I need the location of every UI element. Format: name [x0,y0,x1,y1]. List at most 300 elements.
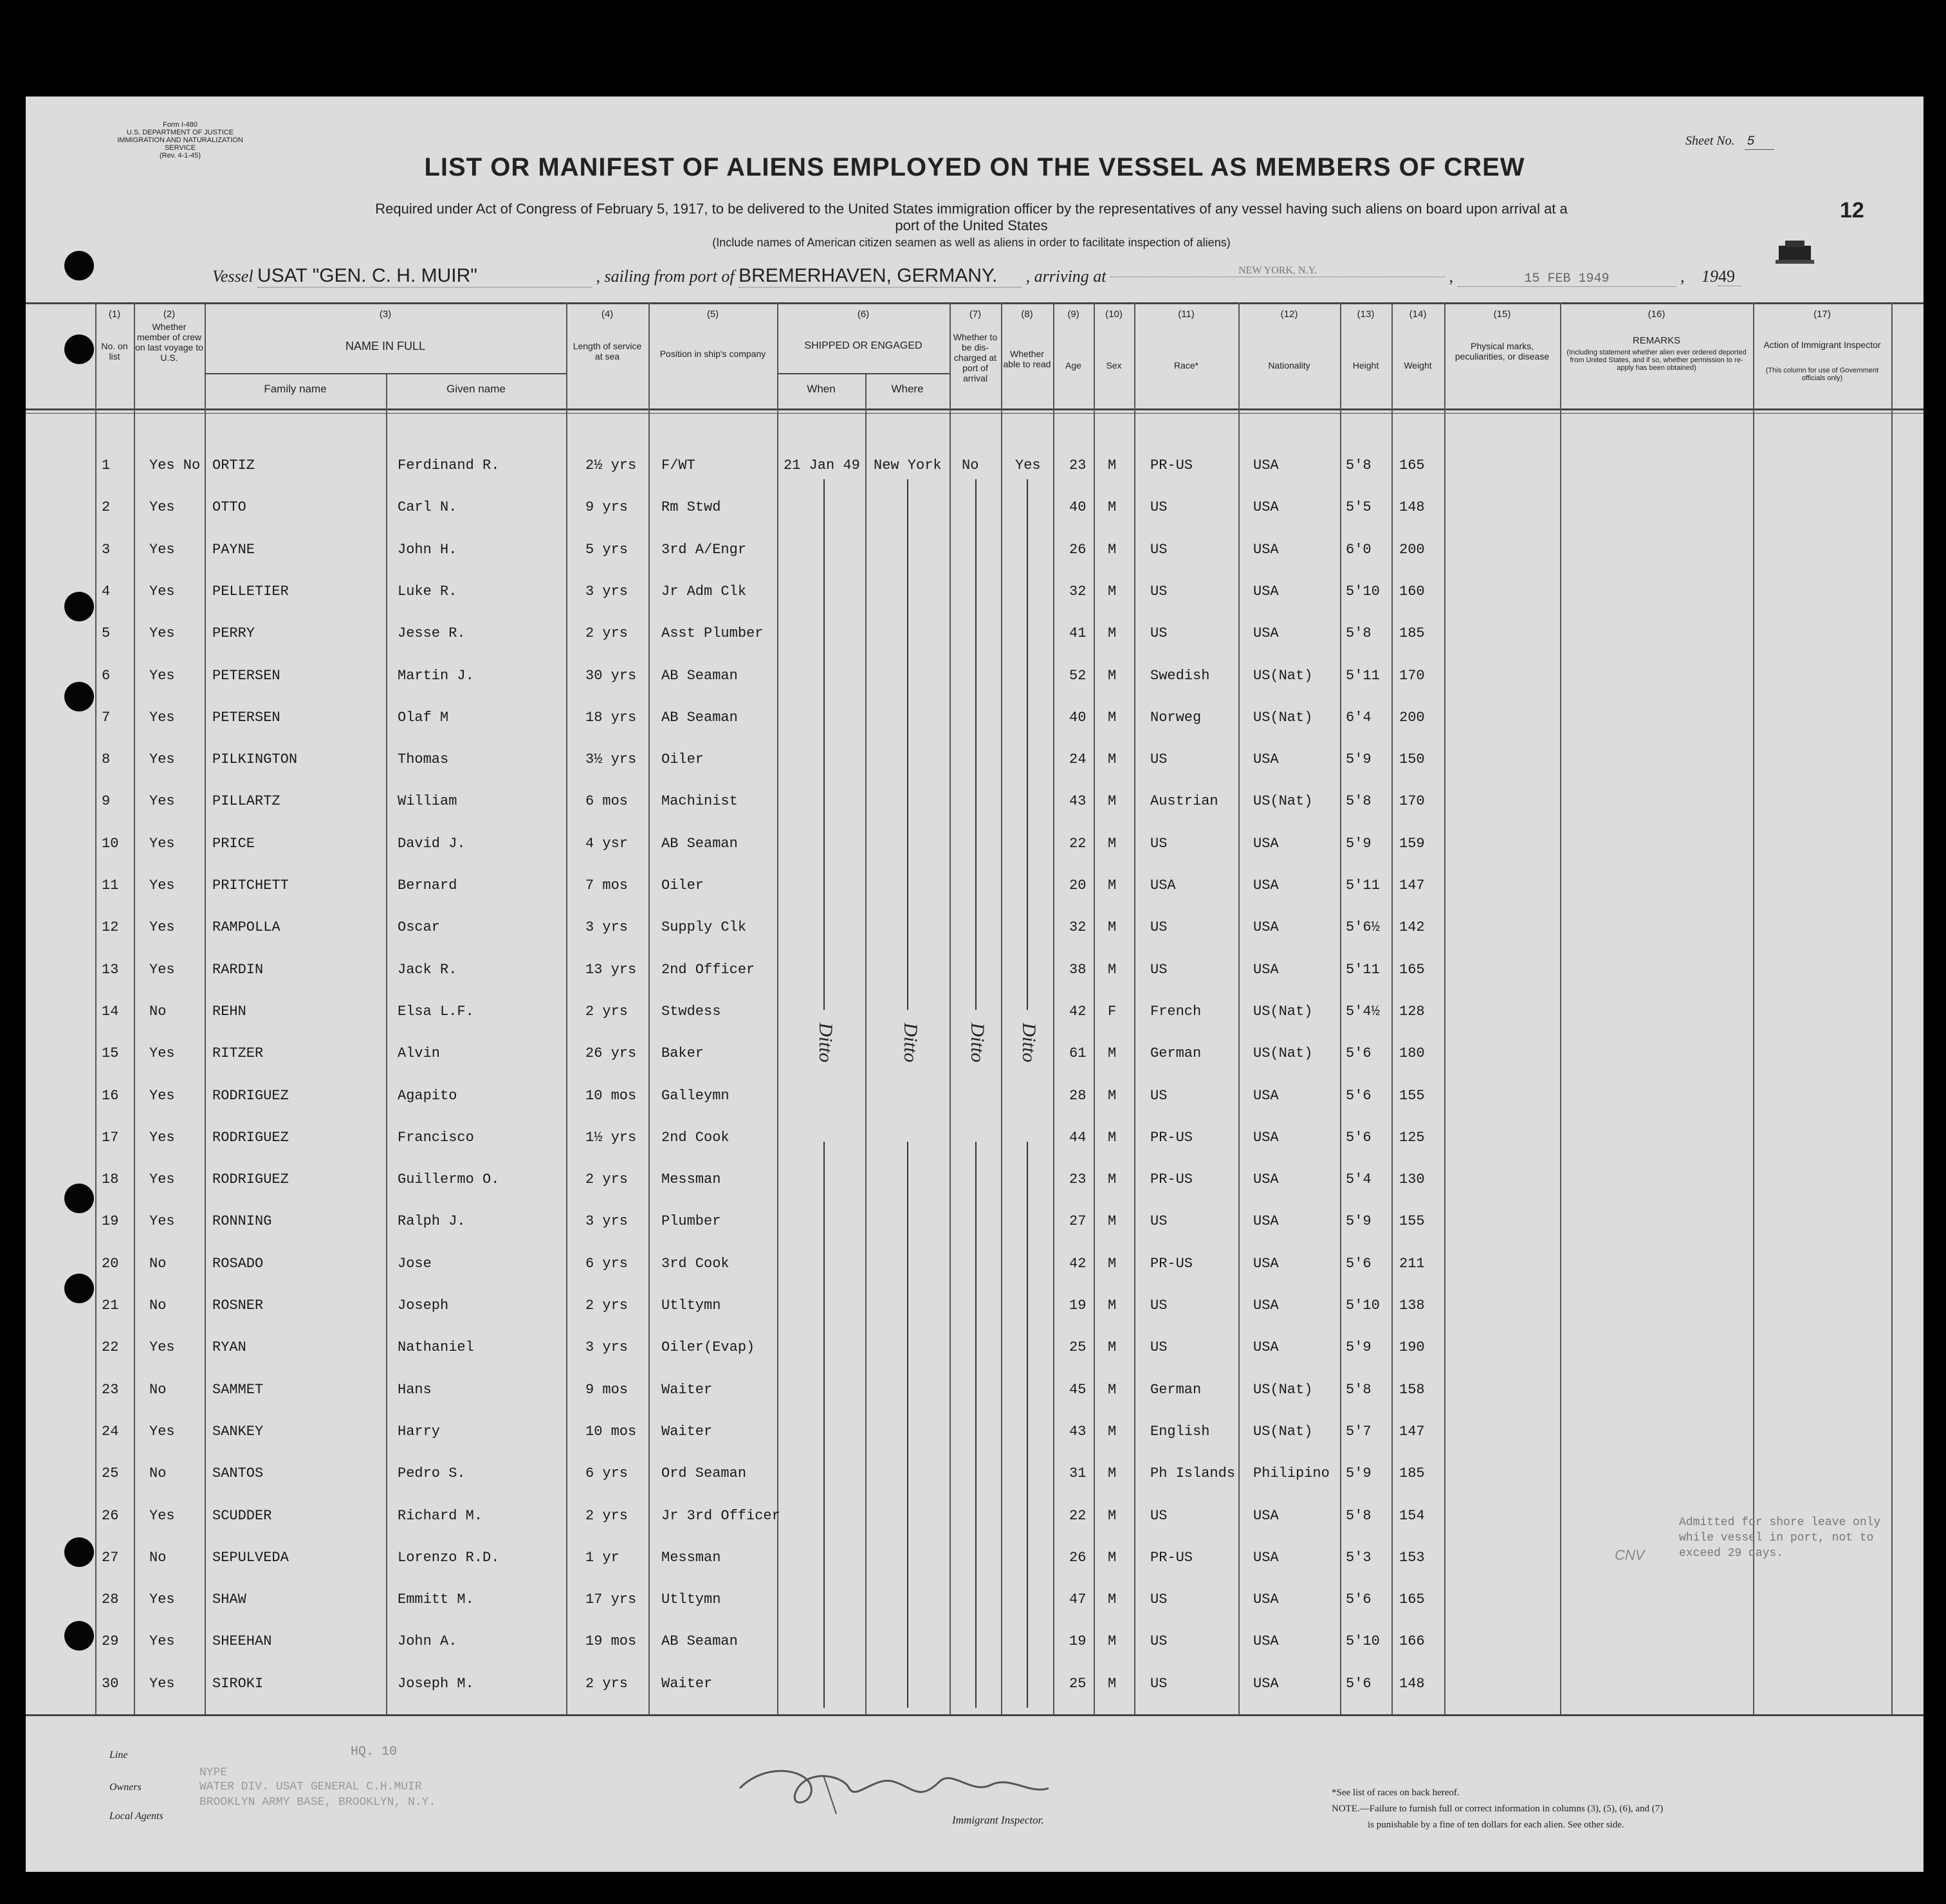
row-no: 17 [102,1130,119,1146]
row-sex: M [1108,668,1117,684]
row-height: 5'6 [1346,1130,1372,1146]
row-race: US [1150,1591,1168,1607]
col-num-11: (11) [1178,309,1195,320]
row-given-name: Bernard [398,877,457,893]
row-height: 5'4½ [1346,1003,1380,1020]
row-service-length: 10 mos [585,1088,637,1104]
row-family-name: RODRIGUEZ [212,1130,289,1146]
row-given-name: William [398,793,457,809]
row-sex: M [1108,1213,1117,1229]
row-weight: 158 [1399,1382,1425,1398]
row-given-name: Thomas [398,751,449,767]
row-family-name: PETERSEN [212,668,280,684]
row-sex: M [1108,499,1117,515]
row-race: US [1150,1213,1168,1229]
row-height: 5'6½ [1346,919,1380,935]
row-position: Jr 3rd Officer [661,1508,780,1524]
row-given-name: Nathaniel [398,1339,474,1355]
row-given-name: Ferdinand R. [398,457,500,473]
row-sex: M [1108,836,1117,852]
row-race: US [1150,919,1168,935]
row-no: 13 [102,962,119,978]
row-height: 5'10 [1346,1633,1380,1649]
row-age: 24 [1069,751,1087,767]
row-height: 5'9 [1346,1465,1372,1481]
ditto-where: Ditto [900,1023,921,1063]
row-no: 28 [102,1591,119,1607]
row-weight: 155 [1399,1213,1425,1229]
row-sex: M [1108,1633,1117,1649]
row-last-voyage: Yes [149,919,175,935]
row-family-name: SHEEHAN [212,1633,272,1649]
row-position: Galleymn [661,1088,730,1104]
sailing-label: , sailing from port of [596,267,735,286]
row-service-length: 26 yrs [585,1045,637,1061]
row-given-name: Olaf M [398,709,449,726]
row-position: Rm Stwd [661,499,721,515]
ditto-line [823,1142,825,1708]
col-num-14: (14) [1409,309,1427,320]
row-given-name: Ralph J. [398,1213,466,1229]
row-family-name: RODRIGUEZ [212,1171,289,1187]
row-weight: 147 [1399,877,1425,893]
required-line-2: port of the United States [895,217,1048,233]
punch-hole [64,592,94,621]
row-last-voyage: Yes [149,751,175,767]
ditto-line [1027,1142,1028,1708]
row-height: 5'9 [1346,1213,1372,1229]
row-no: 18 [102,1171,119,1187]
row-last-voyage: Yes [149,668,175,684]
arrival-port-stamp: NEW YORK, N.Y. [1110,265,1445,277]
row-nationality: US(Nat) [1253,793,1313,809]
row-age: 41 [1069,625,1087,641]
punch-hole [64,334,94,364]
vessel-name: USAT "GEN. C. H. MUIR" [257,265,592,288]
row-nationality: USA [1253,625,1279,641]
row-no: 8 [102,751,111,767]
header-height: Height [1352,360,1379,371]
row-age: 32 [1069,919,1087,935]
row-family-name: SCUDDER [212,1508,272,1524]
row-age: 28 [1069,1088,1087,1104]
ditto-read: Ditto [1018,1023,1040,1063]
row-age: 42 [1069,1003,1087,1020]
row-position: Plumber [661,1213,721,1229]
page-number: 12 [1840,198,1864,223]
form-number: Form I-480 [163,121,197,129]
row-position: Utltymn [661,1591,721,1607]
ditto-discharged: Ditto [967,1023,988,1063]
row-age: 20 [1069,877,1087,893]
row-nationality: USA [1253,877,1279,893]
header-given-name: Given name [446,383,506,395]
row-weight: 155 [1399,1088,1425,1104]
row-position: 3rd Cook [661,1256,730,1272]
row-sex: M [1108,1550,1117,1566]
row-race: US [1150,625,1168,641]
row-no: 22 [102,1339,119,1355]
row-position: Waiter [661,1382,713,1398]
row-nationality: USA [1253,499,1279,515]
row-nationality: USA [1253,1676,1279,1692]
row-last-voyage: No [149,1256,167,1272]
row-given-name: Luke R. [398,583,457,600]
row-nationality: USA [1253,542,1279,558]
row-service-length: 3 yrs [585,919,629,935]
row-nationality: US(Nat) [1253,668,1313,684]
row-last-voyage: Yes [149,583,175,600]
row-last-voyage: Yes [149,1213,175,1229]
row-service-length: 2 yrs [585,1508,629,1524]
header-position: Position in ship's company [659,349,766,359]
footer-line-label: Line [109,1750,128,1761]
row-race: US [1150,499,1168,515]
row-nationality: USA [1253,751,1279,767]
row-no: 16 [102,1088,119,1104]
row-nationality: US(Nat) [1253,1423,1313,1440]
punch-hole [64,1621,94,1651]
row-last-voyage: Yes [149,1676,175,1692]
inspector-label: Immigrant Inspector. [952,1814,1044,1826]
remarks-initials: CNV [1615,1547,1645,1563]
row-last-voyage: Yes [149,1508,175,1524]
row-position: Messman [661,1550,721,1566]
row-weight: 148 [1399,1676,1425,1692]
row-age: 23 [1069,457,1087,473]
header-sex: Sex [1106,360,1122,371]
row-service-length: 1 yr [585,1550,620,1566]
row-race: US [1150,1633,1168,1649]
departure-port: BREMERHAVEN, GERMANY. [739,265,1022,288]
row-service-length: 2½ yrs [585,457,637,473]
punch-hole [64,1274,94,1303]
row-1-read: Yes [1015,457,1041,473]
row-position: AB Seaman [661,709,738,726]
ditto-line [1027,479,1028,1010]
row-last-voyage: No [149,1465,167,1481]
row-family-name: PETERSEN [212,709,280,726]
row-last-voyage: Yes [149,709,175,726]
row-weight: 185 [1399,1465,1425,1481]
header-where: Where [891,383,924,395]
row-age: 42 [1069,1256,1087,1272]
row-no: 5 [102,625,111,641]
row-nationality: USA [1253,836,1279,852]
row-nationality: US(Nat) [1253,1382,1313,1398]
row-nationality: Philipino [1253,1465,1330,1481]
row-family-name: PRITCHETT [212,877,289,893]
row-height: 5'8 [1346,625,1372,641]
row-given-name: David J. [398,836,466,852]
manifest-sheet [26,96,1923,1872]
row-nationality: USA [1253,1591,1279,1607]
row-age: 40 [1069,499,1087,515]
row-given-name: Agapito [398,1088,457,1104]
col-num-16: (16) [1648,309,1666,320]
row-height: 5'6 [1346,1045,1372,1061]
row-age: 31 [1069,1465,1087,1481]
row-family-name: RITZER [212,1045,264,1061]
row-family-name: ROSADO [212,1256,264,1272]
row-family-name: PILLARTZ [212,793,280,809]
row-family-name: RYAN [212,1339,246,1355]
row-no: 30 [102,1676,119,1692]
row-nationality: US(Nat) [1253,1045,1313,1061]
row-last-voyage: No [149,1297,167,1314]
row-no: 24 [102,1423,119,1440]
row-age: 19 [1069,1633,1087,1649]
header-length-of-service: Length of service at sea [573,341,642,362]
action-admitted-note: Admitted for shore leave only while vessel in port, not to exceed 29 days. [1679,1516,1881,1560]
row-weight: 200 [1399,709,1425,726]
row-position: 2nd Cook [661,1130,730,1146]
row-last-voyage: Yes [149,836,175,852]
row-family-name: OTTO [212,499,246,515]
form-dept: U.S. DEPARTMENT OF JUSTICE [126,129,234,136]
row-height: 5'10 [1346,583,1380,600]
row-race: French [1150,1003,1202,1020]
row-last-voyage: Yes [149,1423,175,1440]
row-position: Waiter [661,1676,713,1692]
row-1-where: New York [874,457,942,473]
row-race: US [1150,1676,1168,1692]
row-position: AB Seaman [661,668,738,684]
row-weight: 128 [1399,1003,1425,1020]
row-last-voyage: Yes No [149,457,201,473]
ditto-when: Ditto [815,1023,836,1063]
row-age: 25 [1069,1339,1087,1355]
col-num-4: (4) [601,309,614,320]
row-no: 19 [102,1213,119,1229]
ditto-line [823,479,825,1010]
row-no: 2 [102,499,111,515]
row-service-length: 4 ysr [585,836,629,852]
header-action-sub: (This column for use of Government officials only) [1765,367,1879,382]
row-given-name: Guillermo O. [398,1171,500,1187]
header-action-inspector: Action of Immigrant Inspector [1763,340,1881,350]
row-position: Asst Plumber [661,625,764,641]
row-weight: 211 [1399,1256,1425,1272]
row-no: 15 [102,1045,119,1061]
row-nationality: USA [1253,919,1279,935]
row-weight: 165 [1399,457,1425,473]
row-last-voyage: No [149,1382,167,1398]
table-bottom-rule [26,1714,1923,1716]
row-sex: M [1108,709,1117,726]
row-no: 20 [102,1256,119,1272]
row-race: Swedish [1150,668,1210,684]
row-height: 5'8 [1346,457,1372,473]
header-bottom-rule-2 [26,413,1923,414]
row-no: 29 [102,1633,119,1649]
row-sex: M [1108,919,1117,935]
punch-hole [64,251,94,280]
row-weight: 125 [1399,1130,1425,1146]
row-last-voyage: Yes [149,793,175,809]
form-rev: (Rev. 4-1-45) [160,152,201,160]
row-race: PR-US [1150,457,1193,473]
row-service-length: 10 mos [585,1423,637,1440]
row-sex: M [1108,1130,1117,1146]
row-weight: 185 [1399,625,1425,641]
row-family-name: PRICE [212,836,255,852]
row-no: 6 [102,668,111,684]
row-nationality: USA [1253,583,1279,600]
row-last-voyage: Yes [149,625,175,641]
row-nationality: USA [1253,1339,1279,1355]
row-race: PR-US [1150,1256,1193,1272]
row-family-name: RARDIN [212,962,264,978]
row-height: 5'9 [1346,1339,1372,1355]
row-sex: M [1108,1508,1117,1524]
row-nationality: USA [1253,1256,1279,1272]
col-num-3: (3) [379,309,392,320]
row-service-length: 2 yrs [585,1676,629,1692]
row-height: 6'0 [1346,542,1372,558]
row-nationality: US(Nat) [1253,709,1313,726]
row-sex: M [1108,583,1117,600]
row-race: German [1150,1045,1202,1061]
required-text [122,201,1821,251]
row-given-name: Hans [398,1382,432,1398]
col-num-12: (12) [1280,309,1298,320]
row-no: 12 [102,919,119,935]
row-family-name: SAMMET [212,1382,264,1398]
row-age: 22 [1069,836,1087,852]
row-service-length: 3½ yrs [585,751,637,767]
row-position: Baker [661,1045,704,1061]
col-num-15: (15) [1493,309,1511,320]
row-height: 5'8 [1346,793,1372,809]
header-shipped-or-engaged: SHIPPED OR ENGAGED [804,340,923,351]
header-remarks: REMARKS [1632,335,1681,346]
row-service-length: 6 yrs [585,1256,629,1272]
row-race: US [1150,836,1168,852]
row-no: 21 [102,1297,119,1314]
row-family-name: ROSNER [212,1297,264,1314]
row-given-name: Joseph [398,1297,449,1314]
row-weight: 148 [1399,499,1425,515]
row-age: 22 [1069,1508,1087,1524]
col-num-5: (5) [706,309,719,320]
row-position: 2nd Officer [661,962,755,978]
row-service-length: 9 mos [585,1382,629,1398]
form-title: LIST OR MANIFEST OF ALIENS EMPLOYED ON THE VESSEL AS MEMBERS OF CREW [424,153,1525,181]
row-given-name: Emmitt M. [398,1591,474,1607]
row-service-length: 2 yrs [585,1171,629,1187]
row-height: 5'6 [1346,1088,1372,1104]
row-age: 52 [1069,668,1087,684]
row-position: AB Seaman [661,1633,738,1649]
row-age: 25 [1069,1676,1087,1692]
row-position: Machinist [661,793,738,809]
row-given-name: Carl N. [398,499,457,515]
header-discharged: Whether to be dis-charged at port of arrival [953,332,998,383]
row-height: 5'9 [1346,836,1372,852]
row-race: US [1150,542,1168,558]
footer-notes [1332,1785,1663,1833]
row-height: 6'4 [1346,709,1372,726]
row-no: 4 [102,583,111,600]
row-1-discharged: No [962,457,979,473]
row-sex: M [1108,793,1117,809]
row-race: US [1150,962,1168,978]
row-race: US [1150,1508,1168,1524]
header-name-in-full: NAME IN FULL [345,340,426,352]
row-last-voyage: Yes [149,877,175,893]
row-age: 19 [1069,1297,1087,1314]
footer-agents-value: BROOKLYN ARMY BASE, BROOKLYN, N.Y. [199,1796,436,1809]
row-service-length: 7 mos [585,877,629,893]
row-service-length: 13 yrs [585,962,637,978]
row-last-voyage: Yes [149,1130,175,1146]
ditto-line [907,1142,908,1708]
row-position: 3rd A/Engr [661,542,747,558]
row-no: 23 [102,1382,119,1398]
row-sex: M [1108,962,1117,978]
row-age: 27 [1069,1213,1087,1229]
ditto-line [907,479,908,1010]
header-race: Race* [1173,360,1199,371]
header-age: Age [1065,360,1081,371]
row-family-name: RONNING [212,1213,272,1229]
row-service-length: 6 mos [585,793,629,809]
row-height: 5'11 [1346,877,1380,893]
row-height: 5'6 [1346,1676,1372,1692]
row-position: Oiler(Evap) [661,1339,755,1355]
row-service-length: 19 mos [585,1633,637,1649]
row-service-length: 3 yrs [585,1213,629,1229]
row-service-length: 17 yrs [585,1591,637,1607]
punch-hole [64,1537,94,1567]
row-weight: 180 [1399,1045,1425,1061]
row-family-name: SEPULVEDA [212,1550,289,1566]
header-bottom-rule [26,408,1923,410]
row-family-name: PERRY [212,625,255,641]
row-1-when: 21 Jan 49 [784,457,860,473]
sheet-number-block [1685,134,1774,149]
header-able-to-read: Whether able to read [1003,349,1051,369]
row-service-length: 3 yrs [585,583,629,600]
row-given-name: Jose [398,1256,432,1272]
header-when: When [807,383,836,395]
row-height: 5'9 [1346,751,1372,767]
row-last-voyage: Yes [149,499,175,515]
row-sex: M [1108,1676,1117,1692]
header-nationality: Nationality [1268,360,1310,371]
row-family-name: REHN [212,1003,246,1020]
row-weight: 165 [1399,1591,1425,1607]
row-nationality: USA [1253,1130,1279,1146]
row-age: 32 [1069,583,1087,600]
row-position: Messman [661,1171,721,1187]
row-sex: M [1108,1045,1117,1061]
row-given-name: Pedro S. [398,1465,466,1481]
row-weight: 190 [1399,1339,1425,1355]
row-family-name: PILKINGTON [212,751,298,767]
row-no: 7 [102,709,111,726]
row-given-name: Jesse R. [398,625,466,641]
col-num-2: (2) [163,309,176,320]
row-service-length: 1½ yrs [585,1130,637,1146]
punch-hole [64,1184,94,1213]
row-service-length: 3 yrs [585,1339,629,1355]
note-failure: NOTE.—Failure to furnish full or correct information in columns (3), (5), (6), and (7) [1332,1804,1664,1814]
row-age: 47 [1069,1591,1087,1607]
col-num-10: (10) [1105,309,1123,320]
row-family-name: RAMPOLLA [212,919,280,935]
